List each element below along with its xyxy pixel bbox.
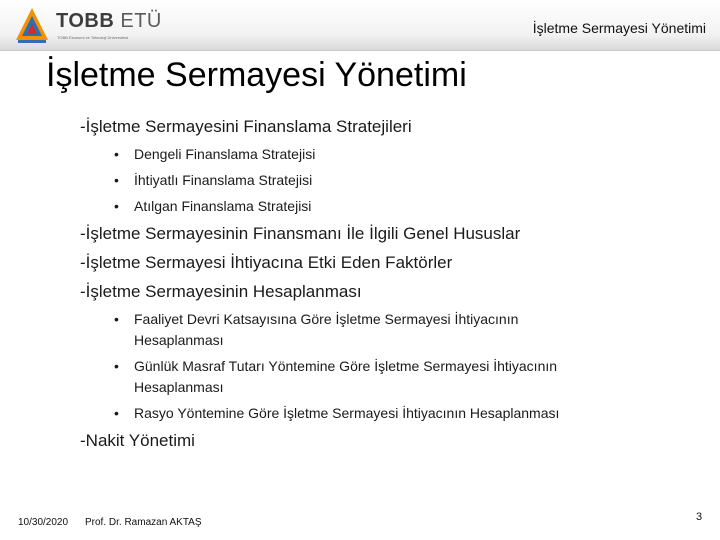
bullet-icon: • [114, 358, 119, 374]
header-title: İşletme Sermayesi Yönetimi [532, 20, 706, 36]
logo-subtitle: TOBB Ekonomi ve Teknoloji Üniversitesi [57, 35, 129, 40]
outline-subitem-text: Dengeli Finanslama Stratejisi [134, 146, 316, 162]
outline-subitem [114, 358, 557, 374]
outline-subitem-text: Atılgan Finanslama Stratejisi [134, 198, 312, 214]
outline-item-text: -İşletme Sermayesi İhtiyacına Etki Eden Faktörler [80, 253, 453, 272]
outline-item-text: -İşletme Sermayesini Finanslama Stratejileri [80, 117, 412, 136]
header-bar [0, 0, 720, 51]
outline-subitem-text: Rasyo Yöntemine Göre İşletme Sermayesi İhtiyacının Hesaplanması [134, 405, 560, 421]
footer-date: 10/30/2020 [18, 517, 69, 528]
outline-item [80, 282, 362, 302]
outline-subitem [114, 311, 518, 327]
outline-item-text: -İşletme Sermayesinin Finansmanı İle İlgili Genel Hususlar [80, 224, 521, 243]
outline-subitem-text: İhtiyatlı Finanslama Stratejisi [134, 172, 313, 188]
bullet-icon: • [114, 198, 119, 214]
outline-item [80, 253, 452, 273]
slide-title: İşletme Sermayesi Yönetimi [46, 56, 467, 94]
bullet-icon: • [114, 311, 119, 327]
bullet-icon: • [114, 405, 119, 421]
outline-subitem [114, 198, 311, 214]
logo-name-light: ETÜ [114, 10, 162, 32]
tobb-etu-logo [12, 6, 172, 46]
outline-subitem-continuation: Hesaplanması [134, 379, 224, 395]
logo-name-bold: TOBB [56, 10, 115, 32]
outline-item [80, 431, 195, 451]
outline-item [80, 117, 412, 137]
page-number: 3 [696, 511, 703, 523]
outline-item [80, 224, 520, 244]
bullet-icon: • [114, 172, 119, 188]
outline-item-text: -Nakit Yönetimi [80, 431, 195, 450]
logo-name [56, 10, 162, 33]
outline-item-text: -İşletme Sermayesinin Hesaplanması [80, 282, 362, 301]
bullet-icon: • [114, 146, 119, 162]
outline-subitem-text: Faaliyet Devri Katsayısına Göre İşletme Sermayesi İhtiyacının [134, 311, 519, 327]
outline-subitem [114, 172, 312, 188]
tobb-logo-mark-icon [12, 6, 52, 46]
outline-subitem [114, 146, 315, 162]
outline-subitem [114, 405, 559, 421]
outline-subitem-continuation: Hesaplanması [134, 332, 224, 348]
footer-author: Prof. Dr. Ramazan AKTAŞ [85, 517, 202, 528]
outline-subitem-text: Günlük Masraf Tutarı Yöntemine Göre İşletme Sermayesi İhtiyacının [134, 358, 558, 374]
